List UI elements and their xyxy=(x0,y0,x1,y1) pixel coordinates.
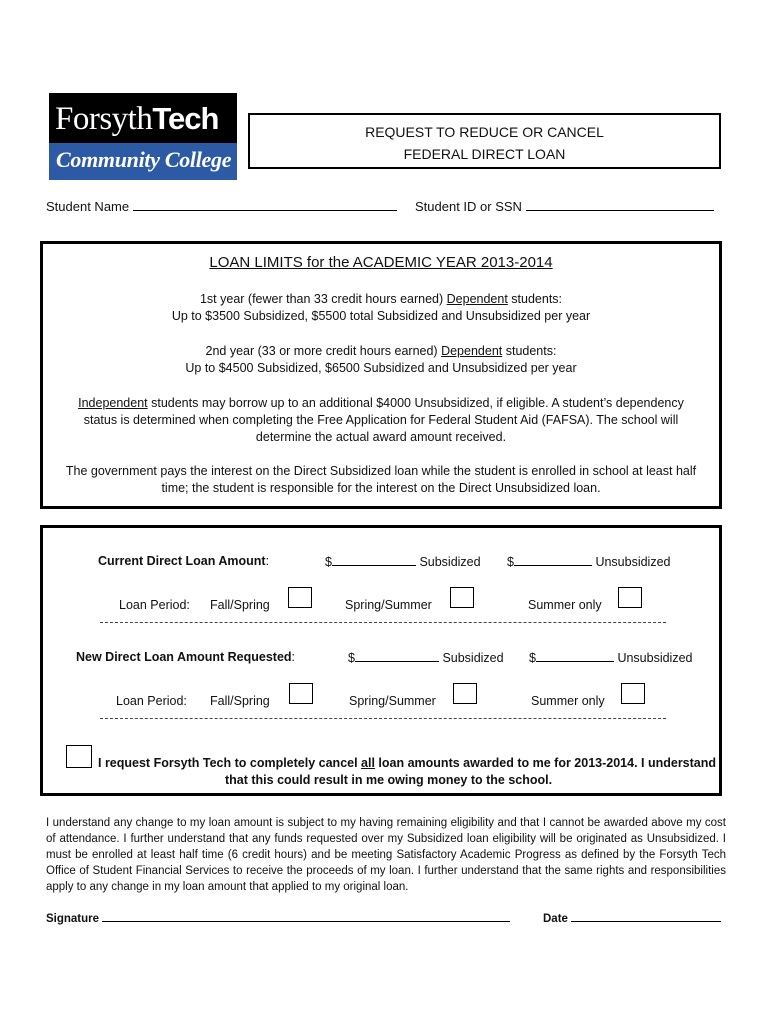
new-loan-period-label: Loan Period: xyxy=(116,694,187,708)
government-line2: time; the student is responsible for the interest on the Direct Unsubsidized loan. xyxy=(161,481,601,495)
current-spring-summer-label: Spring/Summer xyxy=(345,598,432,612)
logo-subtitle: Community College xyxy=(56,147,232,172)
loan-limits-box xyxy=(40,241,722,509)
divider xyxy=(100,718,666,719)
cancel-all-line2: that this could result in me owing money to the school. xyxy=(225,773,553,787)
college-logo xyxy=(49,93,237,180)
current-summer-only-checkbox[interactable] xyxy=(618,587,642,608)
current-spring-summer-checkbox[interactable] xyxy=(450,587,474,608)
signature-row xyxy=(46,910,510,925)
independent-line1: Independent students may borrow up to an additional $4000 Unsubsidized, if eligible. A student’s dependency xyxy=(78,396,684,410)
cancel-all-checkbox[interactable] xyxy=(66,745,92,768)
date-row xyxy=(543,910,721,925)
student-id-label: Student ID or SSN xyxy=(415,199,522,214)
date-field[interactable] xyxy=(571,910,721,922)
current-unsubsidized-field[interactable] xyxy=(514,554,592,566)
logo-wordmark: ForsythTech xyxy=(55,101,219,137)
signature-field[interactable] xyxy=(102,910,510,922)
second-year-line2: Up to $4500 Subsidized, $6500 Subsidized and Unsubsidized per year xyxy=(185,361,577,375)
current-loan-period-label: Loan Period: xyxy=(119,598,190,612)
new-spring-summer-label: Spring/Summer xyxy=(349,694,436,708)
student-name-row xyxy=(46,199,397,214)
government-line1: The government pays the interest on the Direct Subsidized loan while the student is enrolled in school at least half xyxy=(65,464,697,478)
form-title xyxy=(248,113,721,169)
new-subsidized-row: $ Subsidized xyxy=(348,651,504,665)
logo-top-band xyxy=(49,93,237,143)
new-summer-only-label: Summer only xyxy=(531,694,605,708)
new-unsubsidized-field[interactable] xyxy=(536,650,614,662)
student-name-field[interactable] xyxy=(133,199,397,211)
loan-request-box xyxy=(40,525,722,796)
current-subsidized-row: $ Subsidized xyxy=(325,555,481,569)
current-fall-spring-label: Fall/Spring xyxy=(210,598,270,612)
current-fall-spring-checkbox[interactable] xyxy=(288,587,312,608)
new-amount-label: New Direct Loan Amount Requested: xyxy=(76,650,296,664)
second-year-line1: 2nd year (33 or more credit hours earned) Dependent students: xyxy=(205,344,557,358)
date-label: Date xyxy=(543,913,568,925)
divider xyxy=(100,622,666,623)
signature-label: Signature xyxy=(46,913,100,925)
first-year-line2: Up to $3500 Subsidized, $5500 total Subsidized and Unsubsidized per year xyxy=(171,309,591,323)
acknowledgement-statement: I understand any change to my loan amount is subject to my having remaining eligibility and that I cannot be awarded above my cost of attendance. I further understand that any funds requested over my Subsidized loan eligibility will be originated as Unsubsidized. I must be enrolled at least half time (6 credit hours) and be meeting Satisfactory Academic Progress as defined by the Forsyth Tech Office of Student Financial Services to receive the proceeds of my loan. I further understand that the same rights and responsibilities apply to any change in my loan amount that applied to my original loan. xyxy=(46,817,726,893)
independent-line2: status is determined when completing the Free Application for Federal Student Aid (FAFSA). The school will xyxy=(83,413,679,427)
first-year-line1: 1st year (fewer than 33 credit hours earned) Dependent students: xyxy=(199,292,563,306)
current-amount-label: Current Direct Loan Amount: xyxy=(98,554,270,568)
loan-limits-heading: LOAN LIMITS for the ACADEMIC YEAR 2013-2014 xyxy=(209,254,553,271)
student-name-label: Student Name xyxy=(46,199,130,214)
current-summer-only-label: Summer only xyxy=(528,598,602,612)
form-title-line1: REQUEST TO REDUCE OR CANCEL xyxy=(365,124,604,140)
current-unsubsidized-row: $ Unsubsidized xyxy=(507,555,671,569)
logo-bottom-band xyxy=(49,143,237,180)
form-title-line2: FEDERAL DIRECT LOAN xyxy=(403,146,566,162)
student-id-field[interactable] xyxy=(526,199,714,211)
new-subsidized-field[interactable] xyxy=(355,650,439,662)
new-spring-summer-checkbox[interactable] xyxy=(453,683,477,704)
new-fall-spring-checkbox[interactable] xyxy=(289,683,313,704)
new-summer-only-checkbox[interactable] xyxy=(621,683,645,704)
independent-line3: determine the actual award amount received. xyxy=(255,430,507,444)
cancel-all-line1: I request Forsyth Tech to completely cancel all loan amounts awarded to me for 2013-2014. I understand xyxy=(98,756,717,770)
new-fall-spring-label: Fall/Spring xyxy=(210,694,270,708)
current-subsidized-field[interactable] xyxy=(332,554,416,566)
student-id-row xyxy=(415,199,714,214)
new-unsubsidized-row: $ Unsubsidized xyxy=(529,651,693,665)
